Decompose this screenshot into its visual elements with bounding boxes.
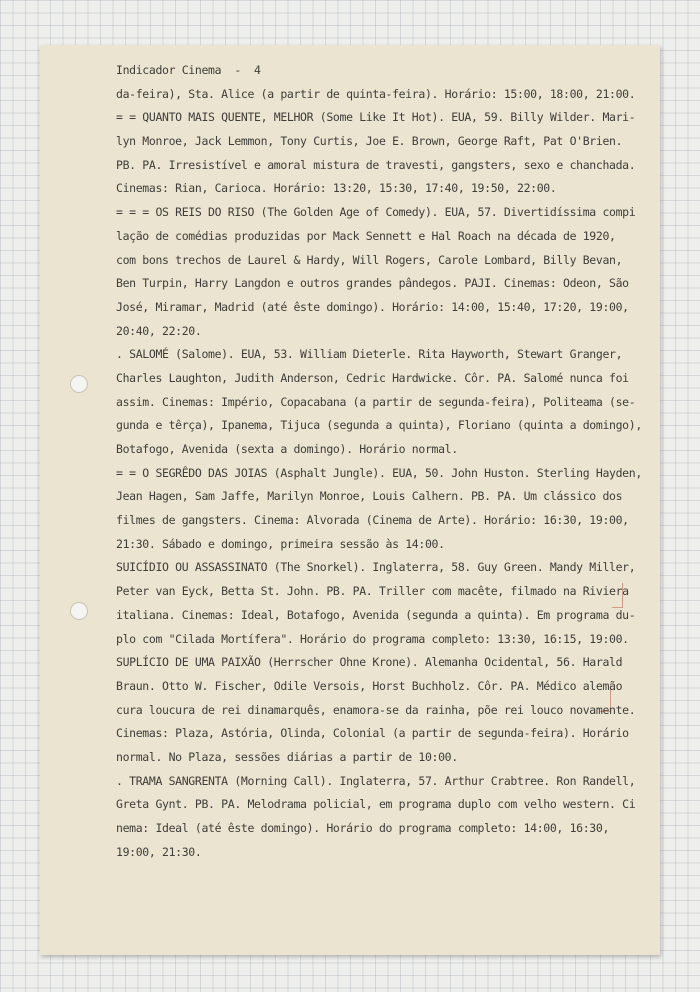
text-line: Botafogo, Avenida (sexta a domingo). Horário normal. bbox=[116, 442, 458, 456]
text-line: assim. Cinemas: Império, Copacabana (a partir de segunda-feira), Politeama (se- bbox=[116, 394, 636, 409]
punch-hole bbox=[70, 602, 88, 620]
text-line: SUPLÍCIO DE UMA PAIXÃO (Herrscher Ohne Krone). Alemanha Ocidental, 56. Harald bbox=[116, 655, 623, 670]
text-line: = = O SEGRÊDO DAS JOIAS (Asphalt Jungle). EUA, 50. John Huston. Sterling Hayden, bbox=[116, 465, 642, 480]
text-line: filmes de gangsters. Cinema: Alvorada (Cinema de Arte). Horário: 16:30, 19:00, bbox=[116, 513, 629, 528]
typed-page bbox=[40, 45, 660, 955]
text-line: Peter van Eyck, Betta St. John. PB. PA. Triller com macête, filmado na Riviera bbox=[116, 584, 629, 599]
text-line: Charles Laughton, Judith Anderson, Cedric Hardwicke. Côr. PA. Salomé nunca foi bbox=[116, 370, 629, 385]
page-header: Indicador Cinema - 4 bbox=[116, 63, 261, 77]
punch-hole bbox=[70, 375, 88, 393]
text-line: = = QUANTO MAIS QUENTE, MELHOR (Some Like It Hot). EUA, 59. Billy Wilder. Mari- bbox=[116, 110, 636, 125]
text-line: lyn Monroe, Jack Lemmon, Tony Curtis, Joe E. Brown, George Raft, Pat O'Brien. bbox=[116, 134, 623, 149]
text-line: Braun. Otto W. Fischer, Odile Versois, Horst Buchholz. Côr. PA. Médico alemão bbox=[116, 678, 623, 693]
text-line: . SALOMÉ (Salome). EUA, 53. William Dieterle. Rita Hayworth, Stewart Granger, bbox=[116, 347, 623, 362]
text-line: PB. PA. Irresistível e amoral mistura de travesti, gangsters, sexo e chanchada. bbox=[116, 157, 636, 172]
text-line: = = = OS REIS DO RISO (The Golden Age of Comedy). EUA, 57. Divertidíssima compi bbox=[116, 205, 636, 220]
text-line: italiana. Cinemas: Ideal, Botafogo, Avenida (segunda a quinta). Em programa du- bbox=[116, 607, 636, 622]
text-line: José, Miramar, Madrid (até êste domingo). Horário: 14:00, 15:40, 17:20, 19:00, bbox=[116, 299, 629, 314]
text-line: Cinemas: Plaza, Astória, Olinda, Colonial (a partir de segunda-feira). Horário bbox=[116, 726, 629, 741]
text-line: 21:30. Sábado e domingo, primeira sessão às 14:00. bbox=[116, 536, 445, 551]
text-line: cura loucura de rei dinamarquês, enamora-se da rainha, põe rei louco novamente. bbox=[116, 702, 636, 717]
text-line: gunda e têrça), Ipanema, Tijuca (segunda a quinta), Floriano (quinta a domingo), bbox=[116, 418, 642, 433]
text-line: nema: Ideal (até êste domingo). Horário do programa completo: 14:00, 16:30, bbox=[116, 821, 610, 835]
text-line: Greta Gynt. PB. PA. Melodrama policial, em programa duplo com velho western. Ci bbox=[116, 797, 636, 812]
text-line: normal. No Plaza, sessões diárias a partir de 10:00. bbox=[116, 749, 458, 764]
text-line: 20:40, 22:20. bbox=[116, 323, 202, 338]
text-line: . TRAMA SANGRENTA (Morning Call). Inglaterra, 57. Arthur Crabtree. Ron Randell, bbox=[116, 773, 636, 788]
text-line: SUICÍDIO OU ASSASSINATO (The Snorkel). Inglaterra, 58. Guy Green. Mandy Miller, bbox=[116, 560, 636, 575]
text-line: lação de comédias produzidas por Mack Sennett e Hal Roach na década de 1920, bbox=[116, 228, 616, 243]
typed-text bbox=[116, 59, 656, 864]
text-line: Ben Turpin, Harry Langdon e outros grandes pândegos. PAJI. Cinemas: Odeon, São bbox=[116, 276, 629, 291]
text-line: com bons trechos de Laurel & Hardy, Will Rogers, Carole Lombard, Billy Bevan, bbox=[116, 252, 623, 267]
text-line: Cinemas: Rian, Carioca. Horário: 13:20, 15:30, 17:40, 19:50, 22:00. bbox=[116, 181, 557, 196]
text-line: Jean Hagen, Sam Jaffe, Marilyn Monroe, Louis Calhern. PB. PA. Um clássico dos bbox=[116, 489, 623, 504]
text-line: plo com "Cilada Mortífera". Horário do programa completo: 13:30, 16:15, 19:00. bbox=[116, 631, 629, 646]
text-line: 19:00, 21:30. bbox=[116, 844, 202, 859]
text-line: da-feira), Sta. Alice (a partir de quinta-feira). Horário: 15:00, 18:00, 21:00. bbox=[116, 86, 636, 101]
